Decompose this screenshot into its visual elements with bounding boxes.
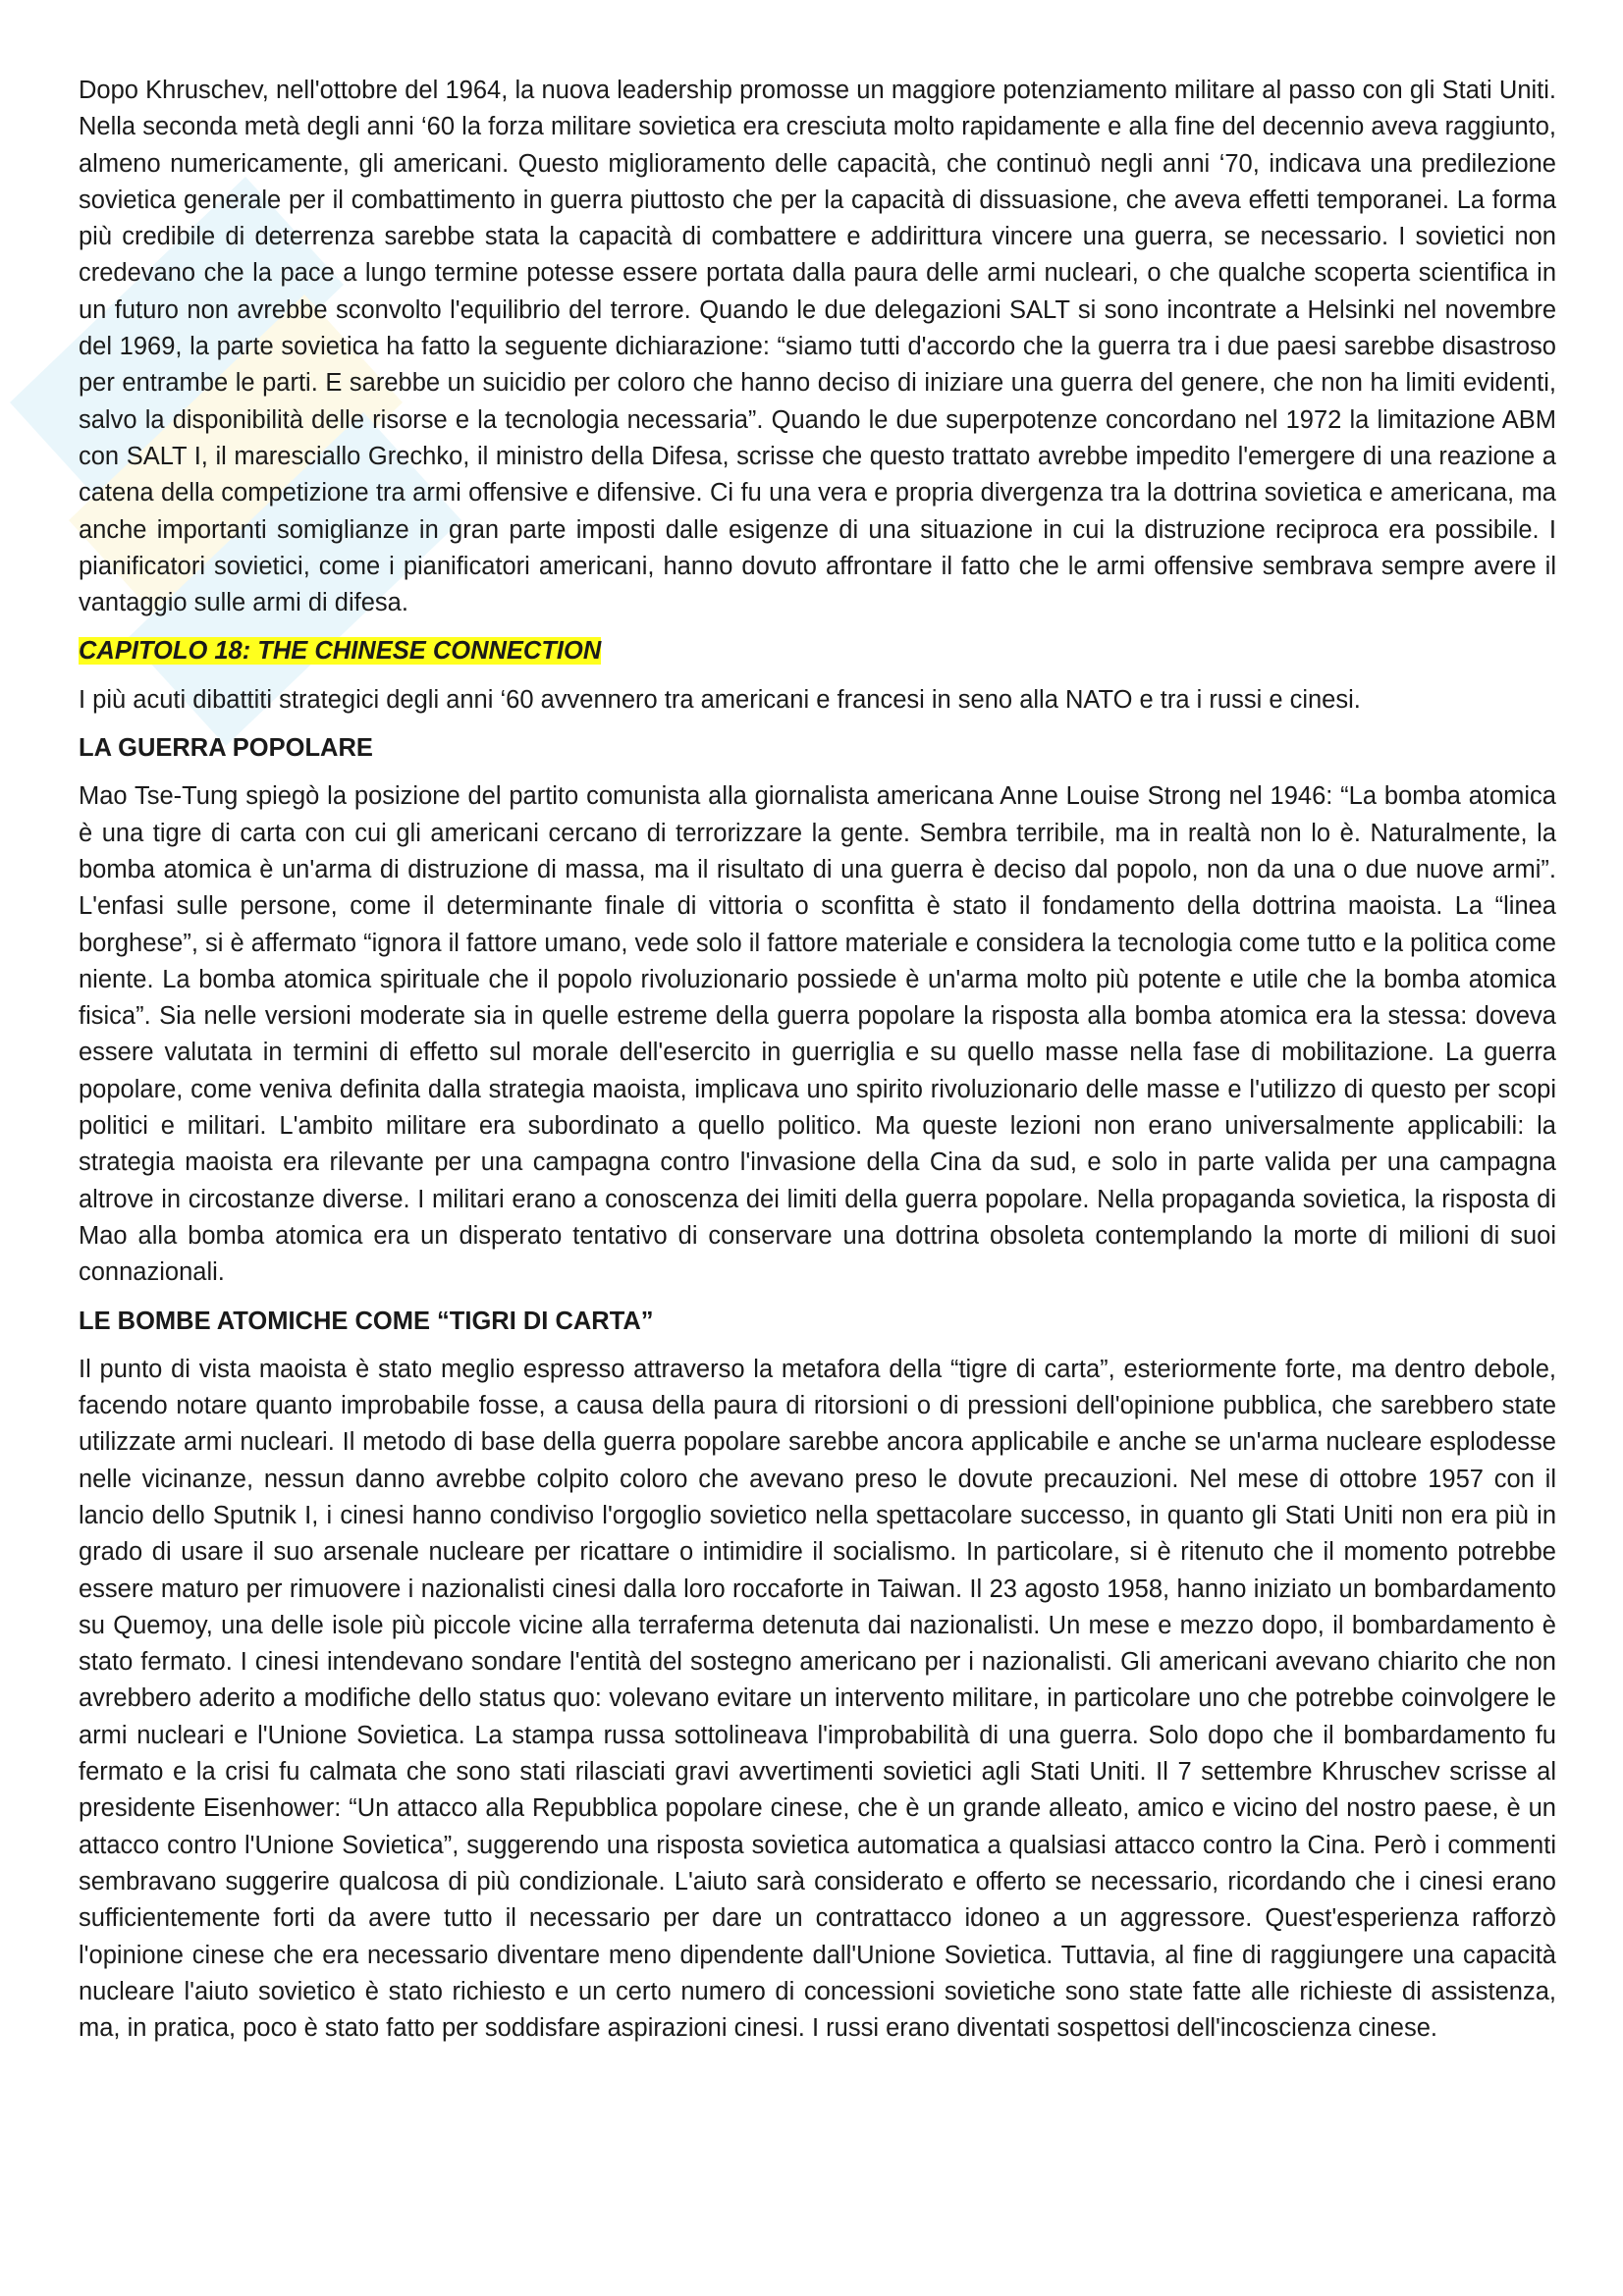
paragraph: Dopo Khruschev, nell'ottobre del 1964, la nuova leadership promosse un maggiore potenziamento militare al passo con gli Stati Uniti. Nella seconda metà degli anni ‘60 la forza militare sovietica era cresciuta molto rapidamente e alla fine del decennio aveva raggiunto, almeno numericamente, gli americani. Questo miglioramento delle capacità, che continuò negli anni ‘70, indicava una predilezione sovietica generale per il combattimento in guerra piuttosto che per la capacità di dissuasione, che aveva effetti temporanei. La forma più credibile di deterrenza sarebbe stata la capacità di combattere e addirittura vincere una guerra, se necessario. I sovietici non credevano che la pace a lungo termine potesse essere portata dalla paura delle armi nucleari, o che qualche scoperta scientifica in un futuro non avrebbe sconvolto l'equilibrio del terrore. Quando le due delegazioni SALT si sono incontrate a Helsinki nel novembre del 1969, la parte sovietica ha fatto la seguente dichiarazione: “siamo tutti d'accordo che la guerra tra i due paesi sarebbe disastroso per entrambe le parti. E sarebbe un suicidio per coloro che hanno deciso di iniziare una guerra del genere, che non ha limiti evidenti, salvo la disponibilità delle risorse e la tecnologia necessaria”. Quando le due superpotenze concordano nel 1972 la limitazione ABM con SALT I, il maresciallo Grechko, il ministro della Difesa, scrisse che questo trattato avrebbe impedito l'emergere di una reazione a catena della competizione tra armi offensive e difensive. Ci fu una vera e propria divergenza tra la dottrina sovietica e americana, ma anche importanti somiglianze in gran parte imposti dalle esigenze di una situazione in cui la distruzione reciproca era possibile. I pianificatori sovietici, come i pianificatori americani, hanno dovuto affrontare il fatto che le armi offensive sembrava sempre avere il vantaggio sulle armi di difesa. (79, 77, 1556, 617)
chapter-title (79, 633, 1556, 669)
paragraph: I più acuti dibattiti strategici degli anni ‘60 avvennero tra americani e francesi in seno alla NATO e tra i russi e cinesi. (79, 685, 1361, 714)
section-heading: LA GUERRA POPOLARE (79, 734, 373, 763)
section-heading: LE BOMBE ATOMICHE COME “TIGRI DI CARTA” (79, 1307, 654, 1335)
chapter-title-highlight: CAPITOLO 18: THE CHINESE CONNECTION (79, 637, 602, 666)
paragraph: Mao Tse-Tung spiegò la posizione del partito comunista alla giornalista americana Anne Louise Strong nel 1946: “La bomba atomica è una tigre di carta con cui gli americani cercano di terrorizzare la gente. Sembra terribile, ma in realtà non lo è. Naturalmente, la bomba atomica è un'arma di distruzione di massa, ma il risultato di una guerra è deciso dal popolo, non da una o due nuove armi”. L'enfasi sulle persone, come il determinante finale di vittoria o sconfitta è stato il fondamento della dottrina maoista. La “linea borghese”, si è affermato “ignora il fattore umano, vede solo il fattore materiale e considera la tecnologia come tutto e la politica come niente. La bomba atomica spirituale che il popolo rivoluzionario possiede è un'arma molto più potente e utile che la bomba atomica fisica”. Sia nelle versioni moderate sia in quelle estreme della guerra popolare la risposta alla bomba atomica era la stessa: doveva essere valutata in termini di effetto sul morale dell'esercito in guerriglia e su quello masse nella fase di mobilitazione. La guerra popolare, come veniva definita dalla strategia maoista, implicava uno spirito rivoluzionario delle masse e l'utilizzo di questo per scopi politici e militari. L'ambito militare era subordinato a quello politico. Ma queste lezioni non erano universalmente applicabili: la strategia maoista era rilevante per una campagna contro l'invasione della Cina da sud, e solo in parte valida per una campagna altrove in circostanze diverse. I militari erano a conoscenza dei limiti della guerra popolare. Nella propaganda sovietica, la risposta di Mao alla bomba atomica era un disperato tentativo di conservare una dottrina obsoleta contemplando la morte di milioni di suoi connazionali. (79, 782, 1556, 1287)
paragraph: Il punto di vista maoista è stato meglio espresso attraverso la metafora della “tigre di carta”, esteriormente forte, ma dentro debole, facendo notare quanto improbabile fosse, a causa della paura di ritorsioni o di pressioni dell'opinione pubblica, che sarebbero state utilizzate armi nucleari. Il metodo di base della guerra popolare sarebbe ancora applicabile e anche se un'arma nucleare esplodesse nelle vicinanze, nessun danno avrebbe colpito coloro che avevano preso le dovute precauzioni. Nel mese di ottobre 1957 con il lancio dello Sputnik I, i cinesi hanno condiviso l'orgoglio sovietico nella spettacolare successo, in quanto gli Stati Uniti non era più in grado di usare il suo arsenale nucleare per ricattare o intimidire il socialismo. In particolare, si è ritenuto che il momento potrebbe essere maturo per rimuovere i nazionalisti cinesi dalla loro roccaforte in Taiwan. Il 23 agosto 1958, hanno iniziato un bombardamento su Quemoy, una delle isole più piccole vicine alla terraferma detenuta dai nazionalisti. Un mese e mezzo dopo, il bombardamento è stato fermato. I cinesi intendevano sondare l'entità del sostegno americano per i nazionalisti. Gli americani avevano chiarito che non avrebbero aderito a modifiche dello status quo: volevano evitare un intervento militare, in particolare uno che potrebbe coinvolgere le armi nucleari e l'Unione Sovietica. La stampa russa sottolineava l'improbabilità di una guerra. Solo dopo che il bombardamento fu fermato e la crisi fu calmata che sono stati rilasciati gravi avvertimenti sovietici agli Stati Uniti. Il 7 settembre Khruschev scrisse al presidente Eisenhower: “Un attacco alla Repubblica popolare cinese, che è un grande alleato, amico e vicino del nostro paese, è un attacco contro l'Unione Sovietica”, suggerendo una risposta sovietica automatica a qualsiasi attacco contro la Cina. Però i commenti sembravano suggerire qualcosa di più condizionale. L'aiuto sarà considerato e offerto se necessario, ricordando che i cinesi erano sufficientemente forti da avere tutto il necessario per dare un contrattacco idoneo a un aggressore. Quest'esperienza rafforzò l'opinione cinese che era necessario diventare meno dipendente dall'Unione Sovietica. Tuttavia, al fine di raggiungere una capacità nucleare l'aiuto sovietico è stato richiesto e un certo numero di concessioni sovietiche sono state fatte alle richieste di assistenza, ma, in pratica, poco è stato fatto per soddisfare aspirazioni cinesi. I russi erano diventati sospettosi dell'incoscienza cinese. (79, 1355, 1556, 2043)
document-page (79, 73, 1556, 2058)
